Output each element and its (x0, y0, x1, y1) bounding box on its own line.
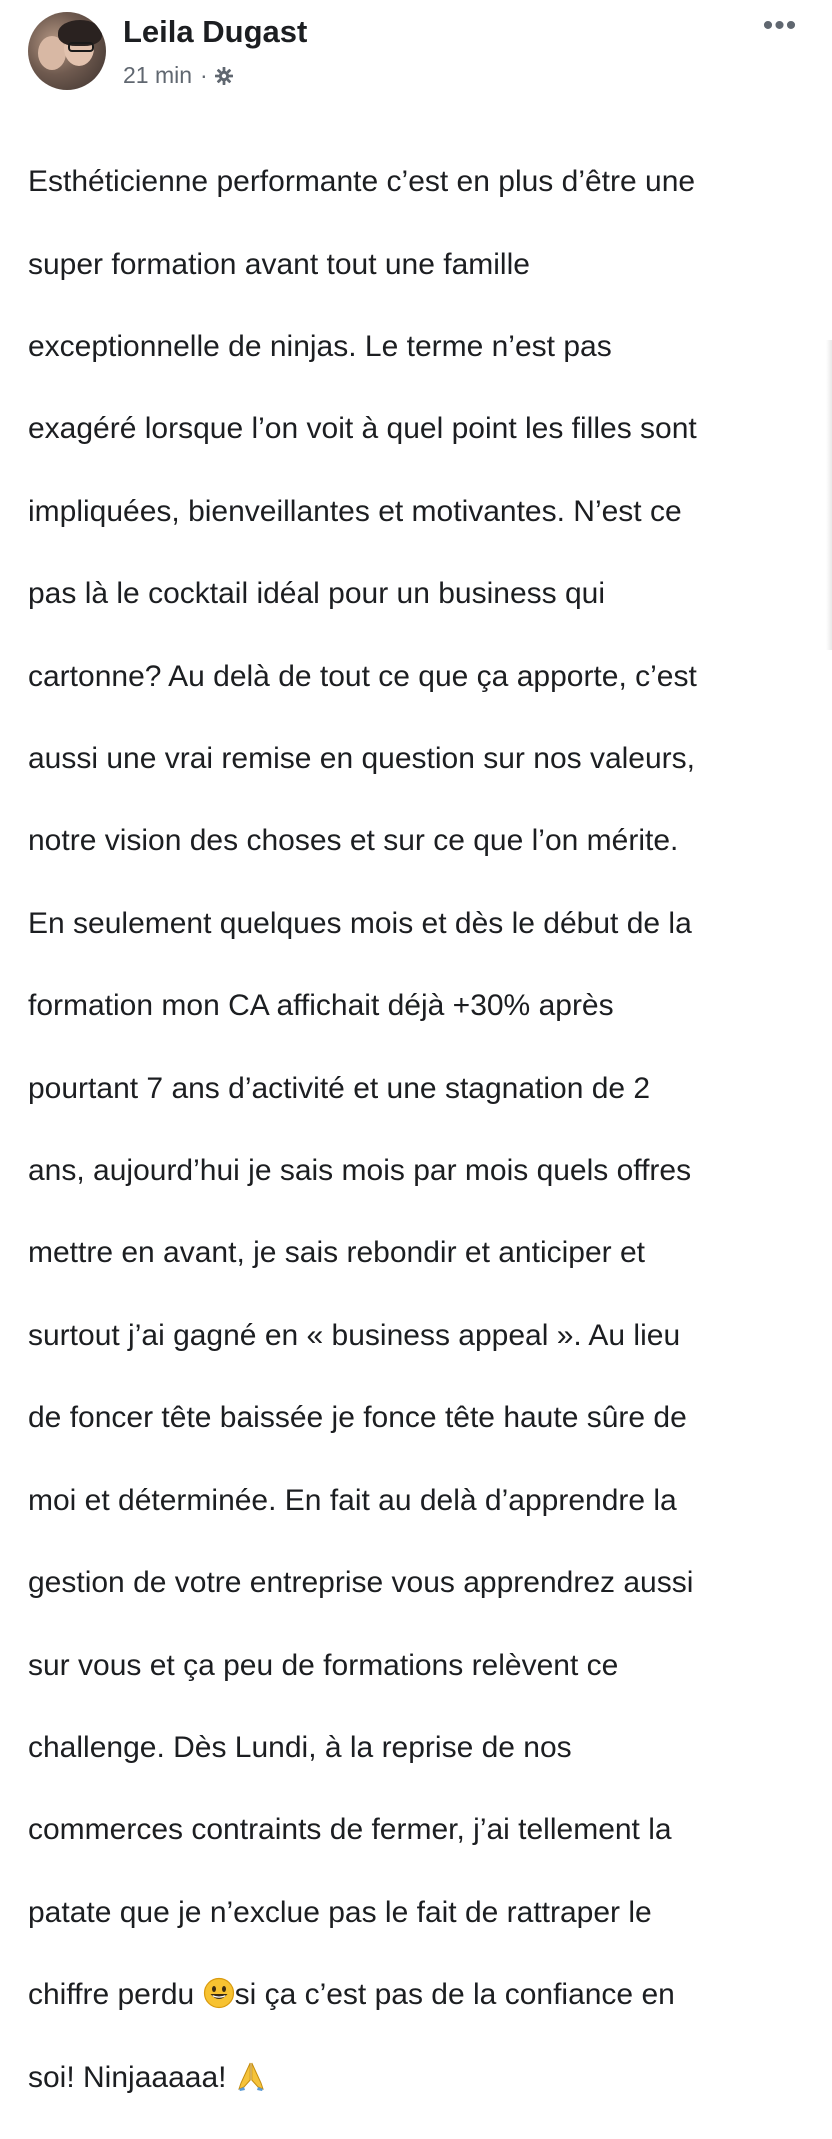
post-line: cartonne? Au delà de tout ce que ça apporte, c’est (28, 659, 697, 693)
scrollbar-track[interactable] (826, 340, 832, 650)
post-line: Esthéticienne performante c’est en plus d’être une (28, 165, 696, 199)
post-meta (123, 62, 234, 89)
post-line: commerces contraints de fermer, j’ai tellement la (28, 1813, 672, 1847)
smiling-face-emoji (203, 1977, 235, 2009)
post-header (28, 10, 808, 94)
post-line: gestion de votre entreprise vous apprendrez aussi (28, 1566, 694, 1600)
post-line: formation mon CA affichait déjà +30% après (28, 989, 614, 1023)
more-dots-icon[interactable]: ••• (762, 9, 798, 42)
post-line: En seulement quelques mois et dès le début de la (28, 906, 692, 940)
post-line: impliquées, bienveillantes et motivantes. N’est ce (28, 494, 682, 528)
post-line (28, 2057, 808, 2098)
post-line-text: soi! Ninjaaaaa! (28, 2060, 235, 2094)
post-line-text: chiffre perdu (28, 1978, 203, 2012)
post-line: notre vision des choses et sur ce que l’on mérite. (28, 824, 679, 858)
post-line: patate que je n’exclue pas le fait de rattraper le (28, 1895, 652, 1929)
folded-hands-emoji (235, 2060, 267, 2092)
post-body (28, 120, 808, 2139)
post-line: moi et déterminée. En fait au delà d’apprendre la (28, 1483, 677, 1517)
post-line: pas là le cocktail idéal pour un business qui (28, 577, 606, 611)
post-timestamp[interactable]: 21 min (123, 62, 193, 88)
post-line: challenge. Dès Lundi, à la reprise de nos (28, 1730, 572, 1764)
post-line: super formation avant tout une famille (28, 247, 530, 281)
post-line: aussi une vrai remise en question sur nos valeurs, (28, 742, 696, 776)
avatar[interactable] (28, 12, 106, 90)
post-line: de foncer tête baissée je fonce tête haute sûre de (28, 1401, 687, 1435)
post-line-text: si ça c’est pas de la confiance en (234, 1978, 675, 2012)
post-line (28, 1974, 808, 2015)
meta-separator: · (200, 62, 208, 88)
post-line: surtout j’ai gagné en « business appeal ». Au lieu (28, 1318, 681, 1352)
post-line: exagéré lorsque l’on voit à quel point les filles sont (28, 412, 697, 446)
gear-icon[interactable] (214, 66, 234, 86)
post-line: ans, aujourd’hui je sais mois par mois quels offres (28, 1154, 692, 1188)
author-name[interactable]: Leila Dugast (123, 14, 308, 49)
post-line: exceptionnelle de ninjas. Le terme n’est pas (28, 330, 612, 364)
post-line: sur vous et ça peu de formations relèvent ce (28, 1648, 619, 1682)
post-line: pourtant 7 ans d’activité et une stagnation de 2 (28, 1071, 651, 1105)
post-line: mettre en avant, je sais rebondir et anticiper et (28, 1236, 645, 1270)
